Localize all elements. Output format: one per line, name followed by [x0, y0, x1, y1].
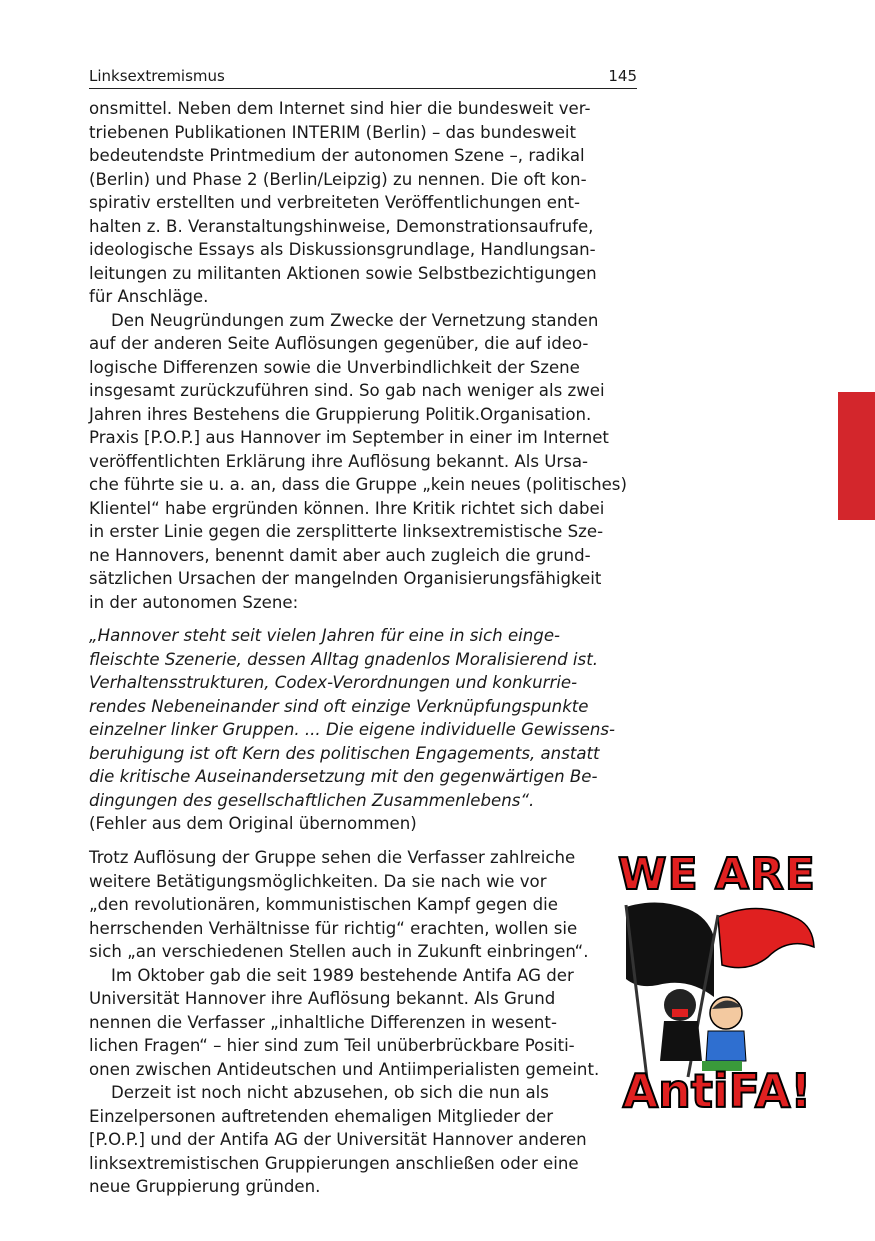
paragraph: Den Neugründungen zum Zwecke der Vernetzung standen auf der anderen Seite Auflösungen gegenüber, die auf ideo- logische Differenzen sowie die Unverbindlichkeit der Szene insgesamt zurückzuführen sind. So gab nach weniger als zwei Jahren ihres Bestehens die Gruppierung Politik.Organisation. Praxis [P.O.P.] aus Hannover im September in einer im Internet veröffentlichten Erklärung ihre Auflösung bekannt. Als Ursa- che führte sie u. a. an, dass die Gruppe „kein neues (politisches) Klientel“ habe ergründen können. Ihre Kritik richtet sich dabei in erster Linie gegen die zersplitterte linksextremistische Sze- ne Hannovers, benennt damit aber auch zugleich die grund- sätzlichen Ursachen der mangelnden Organisierungsfähigkeit in der autonomen Szene:: [89, 310, 627, 612]
antifa-poster-image: [618, 847, 816, 1114]
quote-note: (Fehler aus dem Original übernommen): [89, 814, 417, 833]
chapter-tab-marker: [838, 392, 875, 520]
poster-bottom-text: AntiFA!: [622, 1064, 812, 1114]
paragraph: Trotz Auflösung der Gruppe sehen die Verfasser zahlreiche weitere Betätigungsmöglichkeiten. Da sie nach wie vor „den revolutionären, kommunistischen Kampf gegen die herrschenden Verhältnisse für richtig“ erachten, wollen sie sich „an verschiedenen Stellen auch in Zukunft einbringen“.: [89, 848, 589, 961]
black-flag-icon: [626, 902, 714, 997]
paragraph: onsmittel. Neben dem Internet sind hier die bundesweit ver- triebenen Publikationen INTERIM (Berlin) – das bundesweit bedeutendste Printmedium der autonomen Szene –, radikal (Berlin) und Phase 2 (Berlin/Leipzig) zu nennen. Die oft kon- spirativ erstellten und verbreiteten Veröffentlichungen ent- halten z. B. Veranstaltungshinweise, Demonstrationsaufrufe, ideologische Essays als Diskussionsgrundlage, Handlungsan- leitungen zu militanten Aktionen sowie Selbstbezichtigungen für Anschläge.: [89, 99, 597, 306]
body-text-top: [89, 97, 641, 614]
running-header: [89, 66, 637, 89]
quote-text: „Hannover steht seit vielen Jahren für eine in sich einge- fleischte Szenerie, dessen Alltag gnadenlos Moralisierend ist. Verhaltensstrukturen, Codex-Verordnungen und konkurrie- rendes Nebeneinander sind oft einzige Verknüpfungspunkte einzelner linker Gruppen. ... Die eigene individuelle Gewissens- beruhigung ist oft Kern des politischen Engagements, anstatt die kritische Auseinandersetzung mit den gegenwärtigen Be- dingungen des gesellschaftlichen Zusammenlebens“.: [89, 626, 615, 810]
block-quote: [89, 624, 641, 836]
page-number: 145: [608, 67, 637, 85]
body-text-bottom: [89, 846, 629, 1199]
paragraph: Im Oktober gab die seit 1989 bestehende Antifa AG der Universität Hannover ihre Auflösung bekannt. Als Grund nennen die Verfasser „inhaltliche Differenzen in wesent- lichen Fragen“ – hier sind zum Teil unüberbrückbare Positi- onen zwischen Antideutschen und Antiimperialisten gemeint.: [89, 965, 600, 1079]
poster-top-text: WE ARE: [618, 849, 816, 900]
paragraph: Derzeit ist noch nicht abzusehen, ob sich die nun als Einzelpersonen auftretenden ehemaligen Mitglieder der [P.O.P.] und der Antifa AG der Universität Hannover anderen linksextremistischen Gruppierungen anschließen oder eine neue Gruppierung gründen.: [89, 1083, 587, 1196]
chapter-title: Linksextremismus: [89, 67, 225, 85]
